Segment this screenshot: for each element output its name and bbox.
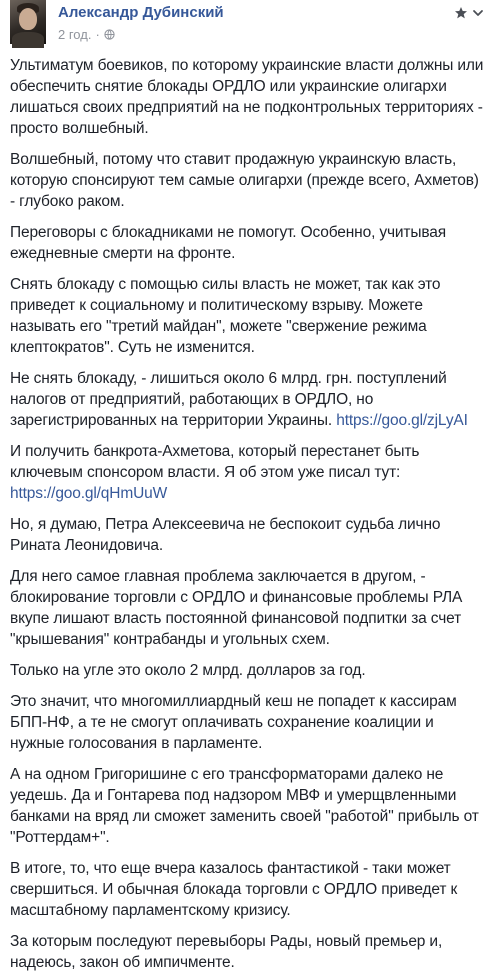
- paragraph-text: Волшебный, потому что ставит продажную украинскую власть, которую спонсируют тем самые олигархи (прежде всего, Ахметов) - глубоко раком.: [10, 151, 479, 210]
- paragraph-text: Только на угле это около 2 млрд. долларов за год.: [10, 662, 366, 679]
- paragraph-text: Снять блокаду с помощью силы власть не может, так как это приведет к социальному и политическому взрыву. Можете называть его "третий майдан", можете "свержение режима клептократов". Суть не изменится.: [10, 276, 441, 356]
- post-paragraph: [10, 274, 486, 358]
- meta-separator: ·: [95, 27, 100, 42]
- paragraph-text: Но, я думаю, Петра Алексеевича не беспокоит судьба лично Рината Леонидовича.: [10, 516, 441, 554]
- post-paragraph: [10, 514, 486, 556]
- paragraph-text: Для него самое главная проблема заключается в другом, - блокирование торговли с ОРДЛО и финансовые проблемы РЛА вкупе лишают власть постоянной финансовой подпитки за счет "крышевания" контрабанды и угольных схем.: [10, 568, 463, 648]
- paragraph-text: В итоге, то, что еще вчера казалось фантастикой - таки может свершиться. И обычная блокада торговли с ОРДЛО приведет к масштабному парламентскому кризису.: [10, 860, 458, 919]
- paragraph-text: А на одном Григоришине с его трансформаторами далеко не уедешь. Да и Гонтарева под надзором МВФ и умерщвленными банками на вряд ли сможет заменить своей "работой" прибыль от "Роттердам+".: [10, 766, 479, 846]
- chevron-down-icon[interactable]: [472, 7, 484, 19]
- post-actions: [454, 6, 484, 20]
- post-header: [0, 0, 496, 50]
- post-paragraph: [10, 660, 486, 681]
- post-paragraph: [10, 931, 486, 973]
- paragraph-text: И получить банкрота-Ахметова, который перестанет быть ключевым спонсором власти. Я об этом уже писал тут:: [10, 443, 420, 481]
- post-link[interactable]: https://goo.gl/zjLyAI: [336, 412, 468, 429]
- post-body: [0, 50, 496, 973]
- post-paragraph: [10, 149, 486, 212]
- post-paragraph: [10, 566, 486, 650]
- post-meta: [58, 27, 115, 42]
- paragraph-text: Переговоры с блокадниками не помогут. Особенно, учитывая ежедневные смерти на фронте.: [10, 224, 446, 262]
- avatar-shoulders: [12, 32, 44, 48]
- post-paragraph: [10, 55, 486, 139]
- avatar-face: [19, 8, 37, 30]
- paragraph-text: Это значит, что многомиллиардный кеш не попадет к кассирам БПП-НФ, а те не смогут оплачивать сохранение коалиции и нужные голосования в парламенте.: [10, 693, 457, 752]
- post-paragraph: [10, 691, 486, 754]
- post-paragraph: [10, 222, 486, 264]
- star-icon[interactable]: [454, 6, 468, 20]
- author-avatar[interactable]: [10, 0, 46, 44]
- post-paragraph: [10, 764, 486, 848]
- post-paragraph: [10, 441, 486, 504]
- post-timestamp[interactable]: 2 год.: [58, 27, 92, 42]
- post-paragraph: [10, 368, 486, 431]
- paragraph-text: Ультиматум боевиков, по которому украинские власти должны или обеспечить снятие блокады ОРДЛО или украинские олигархи лишаться своих предприятий на не подконтрольных территориях - просто волшебный.: [10, 57, 484, 137]
- paragraph-text: Не снять блокаду, - лишиться около 6 млрд. грн. поступлений налогов от предприятий, работающих в ОРДЛО, но зарегистрированных на территории Украины.: [10, 370, 447, 429]
- paragraph-text: За которым последуют перевыборы Рады, новый премьер и, надеюсь, закон об импичменте.: [10, 933, 443, 971]
- post-link[interactable]: https://goo.gl/qHmUuW: [10, 485, 168, 502]
- author-name-link[interactable]: Александр Дубинский: [58, 4, 224, 21]
- post-paragraph: [10, 858, 486, 921]
- globe-icon[interactable]: [104, 29, 115, 40]
